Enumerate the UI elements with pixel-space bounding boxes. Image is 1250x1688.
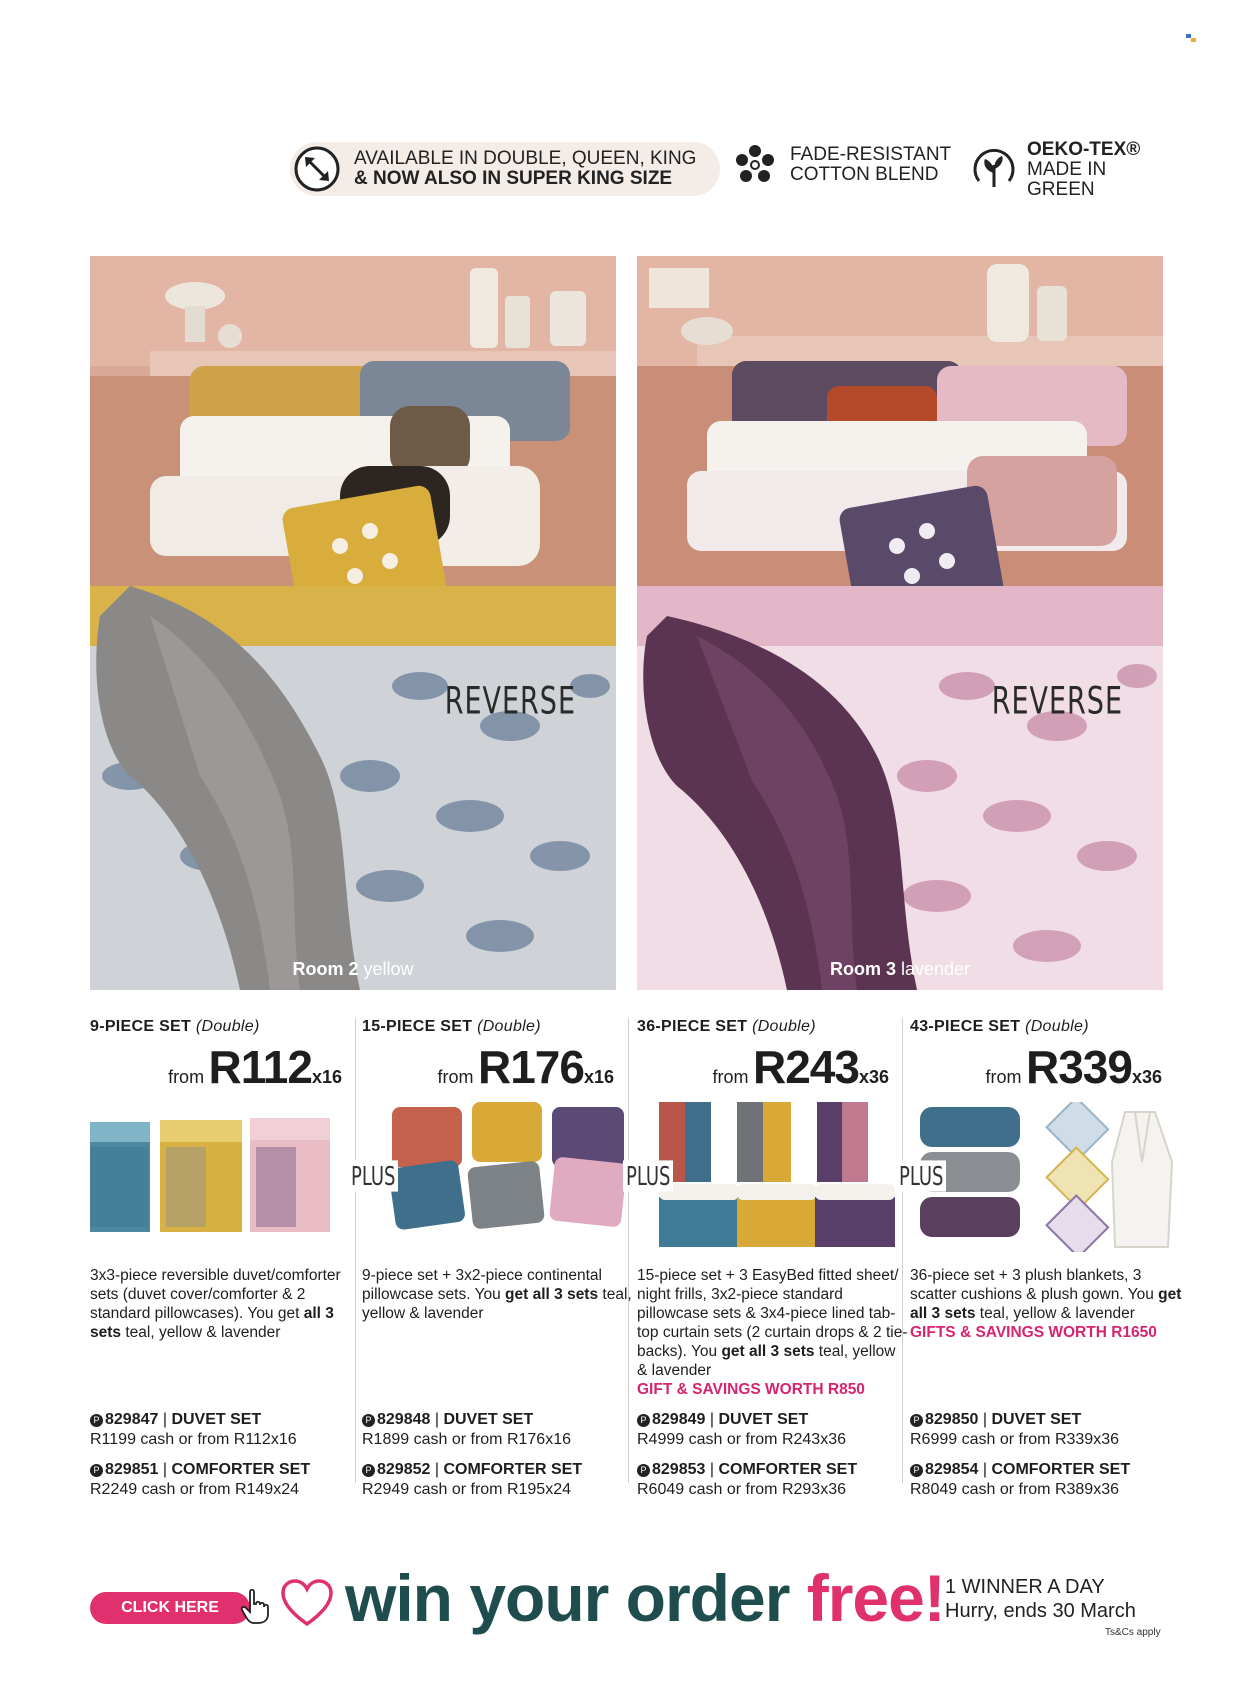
free-text: free! — [806, 1561, 945, 1635]
code-label: DUVET SET — [171, 1411, 262, 1428]
code-number: 829851 — [105, 1461, 159, 1478]
win-order-banner — [90, 1560, 1170, 1640]
set-size: (Double) — [752, 1018, 816, 1035]
set-title-text: 15-PIECE SET — [362, 1018, 473, 1035]
desc-colors: teal, yellow & lavender — [121, 1324, 281, 1341]
order-code-icon: P — [910, 1464, 923, 1477]
win-text: win your order — [345, 1561, 807, 1635]
order-code-icon: P — [637, 1464, 650, 1477]
set-title — [90, 1018, 362, 1036]
terms-note[interactable]: Ts&Cs apply — [1105, 1627, 1161, 1638]
set-title-text: 43-PIECE SET — [910, 1018, 1021, 1035]
room-2-label — [90, 959, 616, 980]
code-label: COMFORTER SET — [443, 1461, 583, 1478]
set-title-text: 9-PIECE SET — [90, 1018, 192, 1035]
code-price: R8049 cash or from R389x36 — [910, 1481, 1119, 1498]
size-line-2: & NOW ALSO IN SUPER KING SIZE — [354, 168, 673, 189]
code-label: COMFORTER SET — [991, 1461, 1131, 1478]
code-number: 829848 — [377, 1411, 431, 1428]
desc-emphasis: get all 3 sets — [505, 1286, 599, 1303]
code-price: R1899 cash or from R176x16 — [362, 1431, 571, 1448]
set-size: (Double) — [195, 1018, 260, 1035]
order-code-icon: P — [362, 1414, 375, 1427]
room-2-yellow-photo — [90, 256, 616, 990]
pillowcases-image — [362, 1102, 634, 1252]
order-codes — [910, 1410, 1175, 1510]
comforter-code[interactable]: P 829854 | COMFORTER SET R8049 cash or from R389x36 — [910, 1460, 1175, 1500]
curtains-and-frills-image — [637, 1102, 909, 1252]
product-9-piece-set[interactable] — [90, 1018, 362, 1390]
duvet-code[interactable]: P 829847 | DUVET SET R1199 cash or from R112x16 — [90, 1410, 355, 1450]
duvet-code[interactable]: P 829850 | DUVET SET R6999 cash or from R339x36 — [910, 1410, 1175, 1450]
click-here-button[interactable]: CLICK HERE — [90, 1592, 250, 1624]
desc-text: 36-piece set + 3 plush blankets, 3 scatter cushions & plush gown. You — [910, 1267, 1159, 1303]
code-number: 829854 — [925, 1461, 979, 1478]
code-price: R1199 cash or from R112x16 — [90, 1431, 297, 1448]
reverse-label: REVERSE — [444, 679, 576, 724]
code-label: COMFORTER SET — [171, 1461, 311, 1478]
set-title — [910, 1018, 1182, 1036]
size-availability — [290, 142, 720, 196]
price-instalments: x36 — [858, 1067, 889, 1087]
code-number: 829847 — [105, 1411, 159, 1428]
code-number: 829850 — [925, 1411, 979, 1428]
price-amount: R176 — [477, 1041, 584, 1093]
set-description — [90, 1266, 362, 1390]
desc-emphasis: get all 3 sets — [721, 1343, 815, 1360]
price — [362, 1040, 634, 1094]
price — [637, 1040, 909, 1094]
pillowcases-illustration — [351, 1102, 634, 1252]
desc-colors: teal, yellow & lavender — [637, 1343, 896, 1379]
set-title-text: 36-PIECE SET — [637, 1018, 748, 1035]
plus-label: PLUS — [623, 1160, 673, 1191]
product-43-piece-set[interactable] — [899, 1018, 1182, 1390]
code-label: DUVET SET — [718, 1411, 809, 1428]
order-code-icon: P — [910, 1414, 923, 1427]
price-from: from — [437, 1067, 474, 1087]
size-line-1: AVAILABLE IN DOUBLE, QUEEN, KING — [354, 148, 697, 169]
code-price: R2949 cash or from R195x24 — [362, 1481, 571, 1498]
product-15-piece-set[interactable] — [351, 1018, 634, 1390]
price-from: from — [168, 1067, 205, 1087]
order-code-icon: P — [637, 1414, 650, 1427]
resize-arrows-icon — [292, 144, 342, 194]
oeko-tex-feature — [970, 140, 1170, 200]
code-price: R6999 cash or from R339x36 — [910, 1431, 1119, 1448]
product-36-piece-set[interactable] — [626, 1018, 909, 1398]
order-codes — [90, 1410, 355, 1510]
price-from: from — [712, 1067, 749, 1087]
order-codes — [637, 1410, 902, 1510]
room-2-color: yellow — [358, 959, 414, 979]
price-from: from — [985, 1067, 1022, 1087]
code-number: 829852 — [377, 1461, 431, 1478]
room-3-lavender-photo — [637, 256, 1163, 990]
blankets-cushions-gown-illustration — [899, 1102, 1182, 1252]
feature-strip — [290, 140, 1170, 200]
blankets-cushions-gown-image — [910, 1102, 1182, 1252]
desc-emphasis: get all 3 sets — [910, 1286, 1182, 1322]
code-label: DUVET SET — [443, 1411, 534, 1428]
set-size: (Double) — [1025, 1018, 1089, 1035]
curtains-frills-illustration — [626, 1102, 909, 1252]
code-price: R6049 cash or from R293x36 — [637, 1481, 846, 1498]
fade-line-2: COTTON BLEND — [790, 164, 939, 185]
order-code-icon: P — [362, 1464, 375, 1477]
lavender-bedroom-image — [637, 256, 1163, 990]
duvet-code[interactable]: P 829849 | DUVET SET R4999 cash or from R243x36 — [637, 1410, 902, 1450]
code-price: R2249 cash or from R149x24 — [90, 1481, 299, 1498]
room-2-name: Room 2 — [292, 959, 359, 979]
price-amount: R112 — [208, 1041, 312, 1093]
desc-text: 9-piece set + 3x2-piece continental pillowcase sets. You — [362, 1267, 602, 1303]
set-title — [637, 1018, 909, 1036]
win-headline — [345, 1560, 945, 1636]
set-description — [910, 1266, 1182, 1390]
code-number: 829849 — [652, 1411, 706, 1428]
comforter-code[interactable]: P 829851 | COMFORTER SET R2249 cash or from R149x24 — [90, 1460, 355, 1500]
comforter-code[interactable]: P 829853 | COMFORTER SET R6049 cash or from R293x36 — [637, 1460, 902, 1500]
desc-emphasis: all 3 sets — [90, 1305, 334, 1341]
oeko-line-2: MADE IN GREEN — [1027, 159, 1107, 200]
price-amount: R243 — [752, 1041, 859, 1093]
pointer-hand-icon — [240, 1588, 270, 1624]
fade-line-1: FADE-RESISTANT — [790, 144, 952, 165]
comforter-code[interactable]: P 829852 | COMFORTER SET R2949 cash or from R195x24 — [362, 1460, 628, 1500]
plus-label: PLUS — [348, 1160, 398, 1191]
winner-line-2: Hurry, ends 30 March — [945, 1600, 1136, 1622]
winner-info — [945, 1575, 1136, 1623]
heart-icon — [280, 1578, 334, 1628]
desc-colors: teal, yellow & lavender — [975, 1305, 1135, 1322]
set-size: (Double) — [477, 1018, 541, 1035]
code-price: R4999 cash or from R243x36 — [637, 1431, 846, 1448]
fade-resistant-feature — [730, 140, 951, 190]
room-3-label — [637, 959, 1163, 980]
order-code-icon: P — [90, 1464, 103, 1477]
yellow-bedroom-image — [90, 256, 616, 990]
price-instalments: x36 — [1131, 1067, 1162, 1087]
desc-text: 3x3-piece reversible duvet/comforter sets (duvet cover/comforter & 2 standard pillowcases). You get — [90, 1267, 341, 1322]
oeko-line-1: OEKO-TEX® — [1027, 139, 1141, 160]
duvet-code[interactable]: P 829848 | DUVET SET R1899 cash or from R176x16 — [362, 1410, 628, 1450]
code-label: DUVET SET — [991, 1411, 1082, 1428]
order-codes — [362, 1410, 628, 1510]
price-instalments: x16 — [583, 1067, 614, 1087]
price-amount: R339 — [1025, 1041, 1132, 1093]
room-3-name: Room 3 — [829, 959, 896, 979]
gift-savings: GIFT & SAVINGS WORTH R850 — [637, 1381, 865, 1398]
corner-mark — [1186, 34, 1196, 42]
oeko-tex-logo-icon — [970, 145, 1017, 195]
price-instalments: x16 — [311, 1067, 342, 1087]
set-title — [362, 1018, 634, 1036]
gift-savings: GIFTS & SAVINGS WORTH R1650 — [910, 1324, 1157, 1341]
price — [910, 1040, 1182, 1094]
order-code-icon: P — [90, 1414, 103, 1427]
set-description — [362, 1266, 634, 1390]
desc-colors: teal, yellow & lavender — [362, 1286, 632, 1322]
reverse-label: REVERSE — [991, 679, 1123, 724]
molecule-icon — [730, 140, 780, 190]
price — [90, 1040, 362, 1094]
plus-label: PLUS — [896, 1160, 946, 1191]
folded-duvet-sets-image — [90, 1102, 362, 1252]
code-number: 829853 — [652, 1461, 706, 1478]
set-description — [637, 1266, 909, 1398]
duvet-sets-illustration — [90, 1102, 362, 1252]
winner-line-1: 1 WINNER A DAY — [945, 1576, 1105, 1598]
code-label: COMFORTER SET — [718, 1461, 858, 1478]
room-3-color: lavender — [895, 959, 971, 979]
desc-text: 15-piece set + 3 EasyBed fitted sheet/ night frills, 3x2-piece standard pillowcase sets & 3x4-piece lined tab-top curtain sets (2 curtain drops & 2 tie-backs). You — [637, 1267, 908, 1360]
